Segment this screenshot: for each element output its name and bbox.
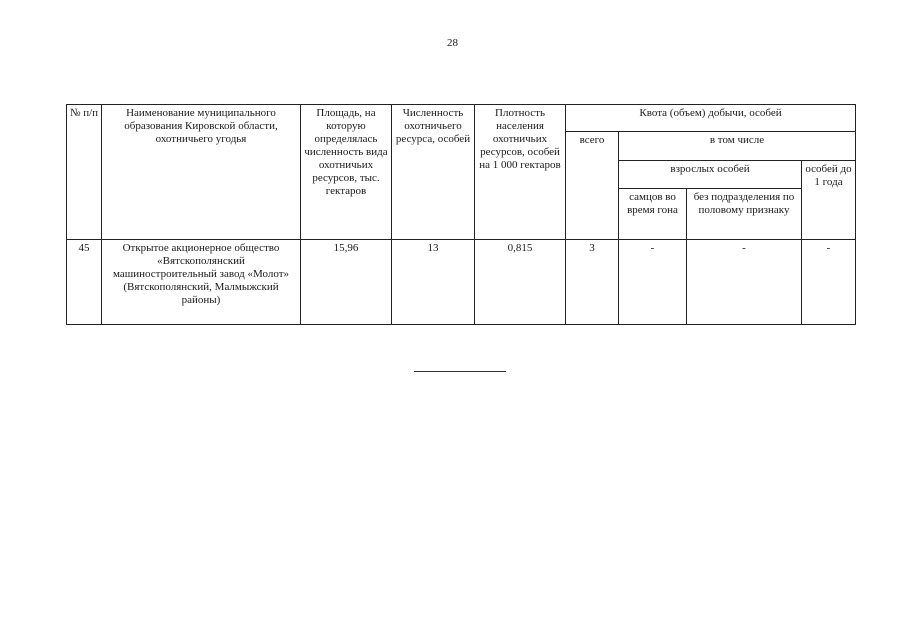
cell-area: 15,96 <box>301 240 392 325</box>
header-quota: Квота (объем) добычи, особей <box>566 105 856 132</box>
header-num: № п/п <box>67 105 102 240</box>
cell-total: 3 <box>566 240 619 325</box>
header-name: Наименование муниципального образования Кировской области, охотничьего угодья <box>102 105 301 240</box>
header-young: особей до 1 года <box>802 160 856 240</box>
cell-density: 0,815 <box>475 240 566 325</box>
header-adults: взрослых особей <box>619 160 802 189</box>
header-area: Площадь, на которую определялась численность вида охотничьих ресурсов, тыс. гектаров <box>301 105 392 240</box>
footer-divider <box>414 371 506 372</box>
cell-name: Открытое акционерное общество «Вятскополянский машиностроительный завод «Молот» (Вятскополянский, Малмыжский районы) <box>102 240 301 325</box>
page-number: 28 <box>447 37 458 49</box>
cell-males-rut: - <box>619 240 687 325</box>
header-count: Численность охотничьего ресурса, особей <box>392 105 475 240</box>
quota-table <box>66 104 856 325</box>
cell-num: 45 <box>67 240 102 325</box>
cell-young: - <box>802 240 856 325</box>
header-density: Плотность населения охотничьих ресурсов, особей на 1 000 гектаров <box>475 105 566 240</box>
header-no-sex-division: без подразделения по половому признаку <box>687 189 802 240</box>
header-including: в том числе <box>619 132 856 161</box>
cell-no-sex-division: - <box>687 240 802 325</box>
cell-count: 13 <box>392 240 475 325</box>
header-row-1 <box>67 105 856 132</box>
header-total: всего <box>566 132 619 240</box>
header-males-rut: самцов во время гона <box>619 189 687 240</box>
table-row <box>67 240 856 325</box>
